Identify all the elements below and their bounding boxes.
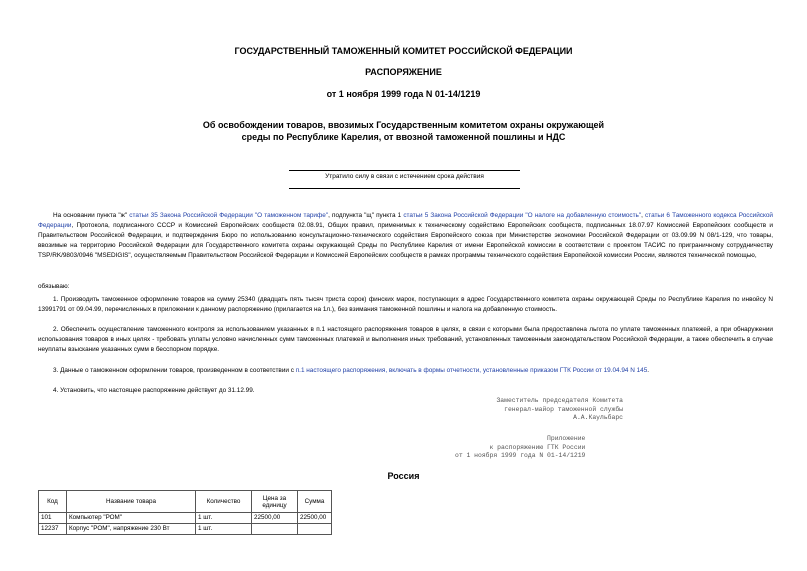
col-header-name: Название товара (67, 491, 196, 513)
cell-code: 101 (39, 513, 67, 524)
reporting-order-link[interactable]: п.1 настоящего распоряжения, включать в формы отчетности, установленные приказом ГТК России от 19.04.94 N 145 (295, 367, 648, 374)
cell-price (252, 524, 298, 535)
obligate-line: обязываю: (38, 283, 70, 290)
agency-name: ГОСУДАРСТВЕННЫЙ ТАМОЖЕННЫЙ КОМИТЕТ РОССИЙСКОЙ ФЕДЕРАЦИИ (234, 46, 573, 56)
document-title: Об освобождении товаров, ввозимых Государственным комитетом охраны окружающей среды по Республике Карелия, от ввозной таможенной пошлины и НДС (202, 120, 605, 142)
cell-sum (298, 524, 332, 535)
col-header-code: Код (39, 491, 67, 513)
table-row (39, 513, 332, 524)
signature-block: Заместитель председателя Комитета генерал-майор таможенной службы А.А.Каульбарс (496, 397, 623, 421)
goods-table (38, 490, 332, 535)
item-3-paragraph: 3. Данные о таможенном оформлении товаров, произведенном в соответствии с п.1 настоящего распоряжения, включать в формы отчетности, установленные приказом ГТК России от 19.04.94 N 145. (53, 367, 650, 374)
cell-qty: 1 шт. (196, 524, 252, 535)
cell-name: Компьютер "РОМ" (67, 513, 196, 524)
law-link-vat[interactable]: статьи 5 Закона Российской Федерации "О налоге на добавленную стоимость" (403, 212, 642, 219)
intro-paragraph: На основании пункта "ж" статьи 35 Закона Российской Федерации "О таможенном тарифе", подпункта "щ" пункта 1 статьи 5 Закона Российской Федерации "О налоге на добавленную стоимость", статьи 6 Таможенного кодекса Российской Федерации, Протокола, подписанного СССР и Комиссией Европейских сообществ 02.08.91, Общих правил, применимых к техническому содействию Европейских сообществ, подписанных 18.07.97 Комиссией Европейских сообществ и Правительством Российской Федерации, и подтверждения Бюро по использованию консультационно-технического содействия Европейского союза при Министерстве экономики Российской Федерации от 03.09.99 N 08/1-129, что товары, ввозимые на территорию Российской Федерации для Государственного комитета охраны окружающей Среды по Республике Карелия от имени Европейской комиссии в соответствии с проектом ТАСИС по приграничному сотрудничеству TSP/RK/9803/0946 "MSEDIGIS", осуществляемым Правительством Российской Федерации и Комиссией Европейских сообществ в рамках программы технического содействия Европейской комиссии России, являются технической помощью, (38, 212, 773, 259)
cell-name: Корпус "РОМ", напряжение 230 Вт (67, 524, 196, 535)
col-header-qty: Количество (196, 491, 252, 513)
cell-price: 22500,00 (252, 513, 298, 524)
cell-sum: 22500,00 (298, 513, 332, 524)
col-header-price: Цена за единицу (252, 491, 298, 513)
status-rule-bottom (289, 188, 520, 189)
col-header-sum: Сумма (298, 491, 332, 513)
law-link-customs-code[interactable]: статьи 6 Таможенного кодекса Российской Федерации (38, 212, 773, 229)
status-note: Утратило силу в связи с истечением срока действия (325, 173, 484, 180)
item-4-paragraph: 4. Установить, что настоящее распоряжение действует до 31.12.99. (53, 387, 255, 394)
cell-code: 12237 (39, 524, 67, 535)
document-type: РАСПОРЯЖЕНИЕ (365, 67, 442, 77)
cell-qty: 1 шт. (196, 513, 252, 524)
country-heading: Россия (387, 471, 420, 481)
table-row (39, 524, 332, 535)
table-header-row (39, 491, 332, 513)
document-date-number: от 1 ноября 1999 года N 01-14/1219 (326, 89, 481, 99)
status-rule-top (289, 170, 520, 171)
item-2-paragraph: 2. Обеспечить осуществление таможенного контроля за использованием указанных в п.1 настоящего распоряжения товаров в целях, в связи с которыми была предоставлена льгота по уплате таможенных платежей, а при обнаружении использования товаров в иных целях - требовать уплаты условно начисленных сумм таможенных платежей и выполнения иных требований, установленных таможенным законодательством Российской Федерации, а также обеспечить в случае неуплаты взыскание указанных сумм в бесспорном порядке. (38, 326, 773, 353)
appendix-block: Приложение к распоряжению ГТК России от 1 ноября 1999 года N 01-14/1219 (455, 435, 586, 459)
law-link-customs-tariff[interactable]: статьи 35 Закона Российской Федерации "О таможенном тарифе" (129, 212, 329, 219)
item-1-paragraph: 1. Производить таможенное оформление товаров на сумму 25340 (двадцать пять тысяч триста сорок) финских марок, поступающих в адрес Государственного комитета охраны окружающей Среды по Республике Карелия по инвойсу N 13991791 от 09.04.99, перечисленных в приложении к данному распоряжению (прилагается на 1л.), без взимания таможенной пошлины и налога на добавленную стоимость. (38, 296, 773, 313)
